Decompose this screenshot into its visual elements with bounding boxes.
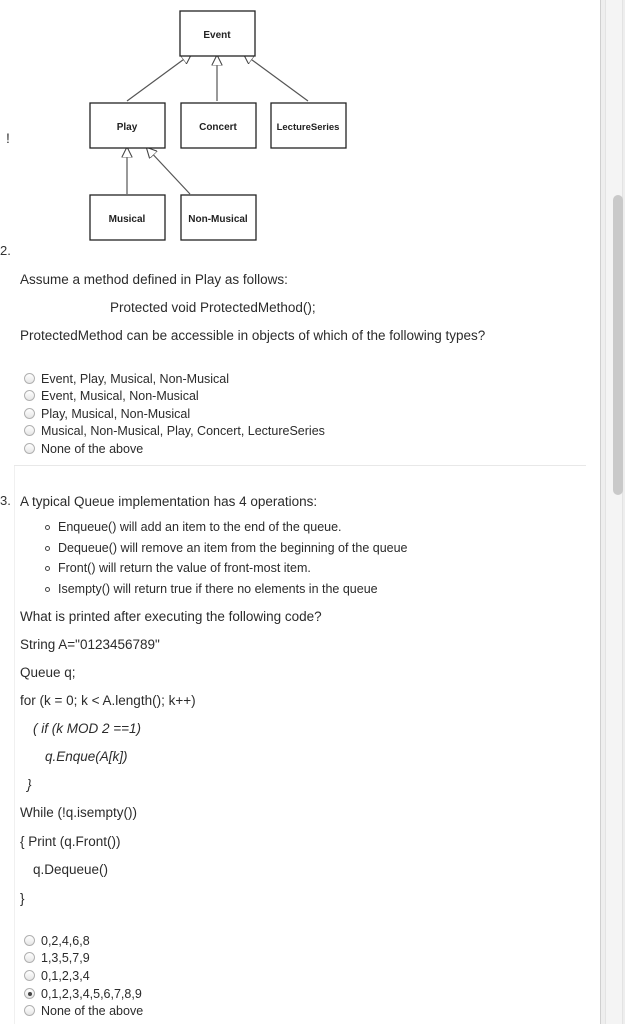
q2-option-1[interactable] — [24, 370, 229, 387]
code-line-10: } — [20, 891, 25, 906]
q2-intro: Assume a method defined in Play as follows: — [20, 272, 288, 287]
q3-option-3-radio[interactable] — [24, 970, 35, 981]
stray-mark: ! — [6, 130, 10, 146]
code-line-2: Queue q; — [20, 665, 76, 680]
q3-option-5-radio[interactable] — [24, 1005, 35, 1016]
edge-lectureseries-event — [244, 54, 308, 101]
code-line-8: { Print (q.Front()) — [20, 834, 121, 849]
q3-bullet-2 — [45, 541, 408, 555]
q2-option-2-label: Event, Musical, Non-Musical — [41, 388, 199, 403]
q2-option-3-label: Play, Musical, Non-Musical — [41, 406, 191, 421]
q3-option-1[interactable] — [24, 932, 90, 949]
code-line-7: While (!q.isempty()) — [20, 805, 138, 820]
node-event-label: Event — [203, 30, 231, 41]
scrollbar-track[interactable] — [605, 0, 623, 1024]
node-concert — [181, 103, 256, 148]
code-line-9: q.Dequeue() — [33, 862, 109, 877]
code-line-5: q.Enque(A[k]) — [45, 749, 128, 764]
q2-option-1-label: Event, Play, Musical, Non-Musical — [41, 371, 230, 386]
node-lectureseries-label: LectureSeries — [276, 122, 340, 133]
q2-option-2-radio[interactable] — [24, 390, 35, 401]
q3-option-4-radio[interactable] — [24, 988, 35, 999]
q3-bullet-3 — [45, 561, 311, 575]
q3-bullet-4 — [45, 582, 378, 596]
question-2-number: 2. — [0, 243, 11, 258]
code-line-4: ( if (k MOD 2 ==1) — [33, 721, 142, 736]
node-play-label: Play — [116, 122, 138, 133]
bullet-dot-icon — [45, 566, 50, 571]
q2-option-4-label: Musical, Non-Musical, Play, Concert, LectureSeries — [41, 423, 325, 438]
code-line-3: for (k = 0; k < A.length(); k++) — [20, 693, 196, 708]
question-3-number: 3. — [0, 493, 11, 508]
q3-option-4-label: 0,1,2,3,4,5,6,7,8,9 — [41, 986, 142, 1001]
code-line-6: } — [27, 777, 32, 792]
q3-intro: A typical Queue implementation has 4 operations: — [20, 494, 318, 509]
q2-option-4[interactable] — [24, 422, 325, 439]
bullet-dot-icon — [45, 546, 50, 551]
q2-signature: Protected void ProtectedMethod(); — [110, 300, 316, 315]
q2-option-3-radio[interactable] — [24, 408, 35, 419]
q3-option-2-label: 1,3,5,7,9 — [41, 950, 90, 965]
q2-option-3[interactable] — [24, 405, 190, 422]
q2-option-5[interactable] — [24, 440, 143, 457]
q3-bullet-4-text: Isempty() will return true if there no elements in the queue — [58, 582, 378, 596]
node-play — [90, 103, 165, 148]
q3-option-3-label: 0,1,2,3,4 — [41, 968, 90, 983]
q3-option-5[interactable] — [24, 1002, 143, 1019]
bullet-dot-icon — [45, 525, 50, 530]
node-nonmusical — [181, 195, 256, 240]
scrollbar-thumb[interactable] — [613, 195, 623, 495]
q3-option-2[interactable] — [24, 949, 90, 966]
node-concert-label: Concert — [199, 122, 237, 133]
q3-option-3[interactable] — [24, 967, 90, 984]
q3-option-4[interactable] — [24, 985, 142, 1002]
node-event — [180, 11, 255, 56]
code-line-1: String A="0123456789" — [20, 637, 160, 652]
q3-option-5-label: None of the above — [41, 1003, 144, 1018]
class-hierarchy-diagram — [20, 10, 391, 257]
q3-bullet-1-text: Enqueue() will add an item to the end of the queue. — [58, 520, 342, 534]
q3-option-1-radio[interactable] — [24, 935, 35, 946]
q3-option-1-label: 0,2,4,6,8 — [41, 933, 90, 948]
edge-play-event — [127, 54, 191, 101]
q3-prompt: What is printed after executing the following code? — [20, 609, 322, 624]
q2-option-4-radio[interactable] — [24, 425, 35, 436]
q2-option-1-radio[interactable] — [24, 373, 35, 384]
q2-option-5-radio[interactable] — [24, 443, 35, 454]
q2-option-2[interactable] — [24, 387, 199, 404]
vertical-scrollbar[interactable] — [600, 0, 625, 1024]
q2-prompt: ProtectedMethod can be accessible in objects of which of the following types? — [20, 328, 486, 343]
bullet-dot-icon — [45, 587, 50, 592]
q3-bullet-3-text: Front() will return the value of front-most item. — [58, 561, 311, 575]
q3-bullet-2-text: Dequeue() will remove an item from the beginning of the queue — [58, 541, 408, 555]
node-lectureseries — [271, 103, 346, 148]
q3-option-2-radio[interactable] — [24, 952, 35, 963]
q2-option-5-label: None of the above — [41, 441, 144, 456]
node-nonmusical-label: Non-Musical — [188, 214, 248, 225]
edge-nonmusical-play — [147, 148, 190, 194]
node-musical-label: Musical — [108, 214, 146, 225]
q3-bullet-1 — [45, 520, 342, 534]
node-musical — [90, 195, 165, 240]
